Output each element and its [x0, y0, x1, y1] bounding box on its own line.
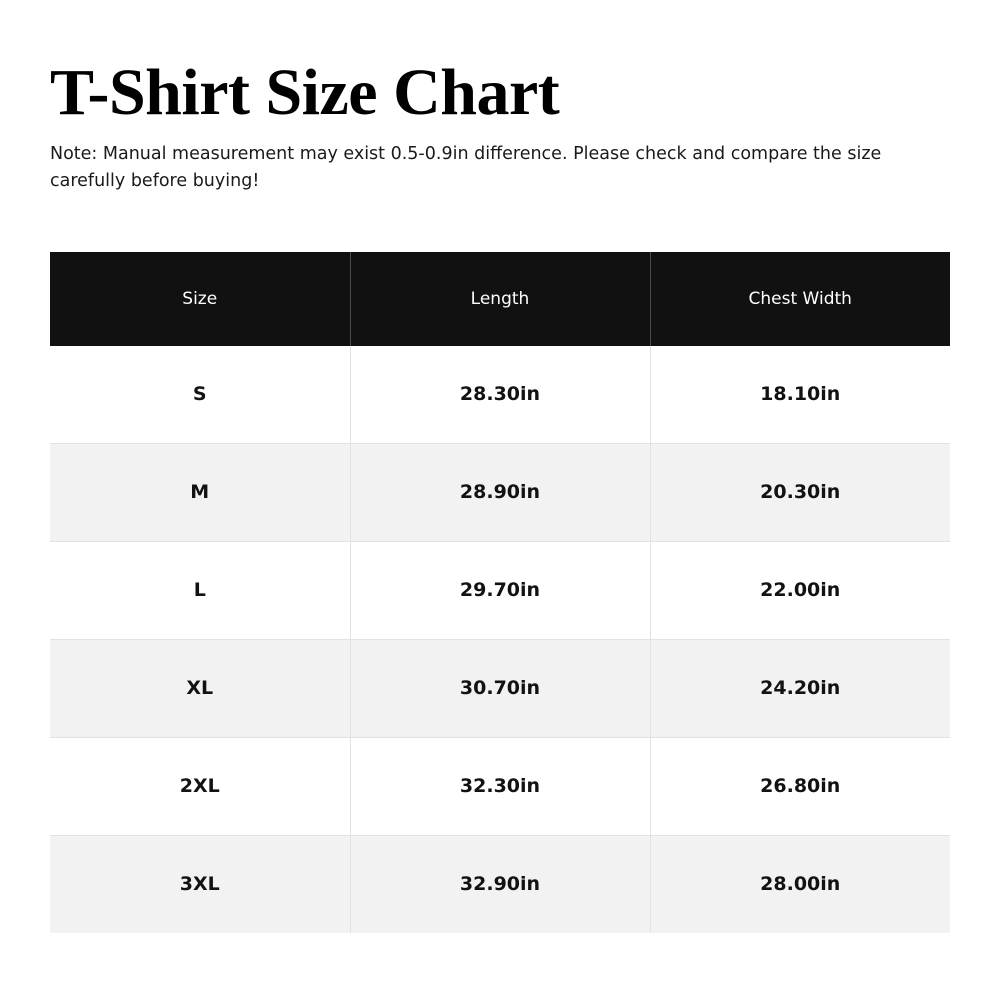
- table-row: [50, 737, 950, 835]
- cell-size: S: [50, 346, 350, 444]
- measurement-note: Note: Manual measurement may exist 0.5-0.9in difference. Please check and compare the size carefully before buying!: [50, 144, 882, 192]
- cell-length: 28.30in: [350, 346, 650, 444]
- page-title: T-Shirt Size Chart: [50, 56, 560, 129]
- cell-chest-width: 28.00in: [650, 835, 950, 933]
- cell-length: 29.70in: [350, 541, 650, 639]
- size-table-container: [50, 252, 950, 933]
- cell-size: 2XL: [50, 737, 350, 835]
- cell-size: 3XL: [50, 835, 350, 933]
- column-header-chest-width: Chest Width: [650, 252, 950, 346]
- table-body: [50, 346, 950, 933]
- cell-size: L: [50, 541, 350, 639]
- column-header-size: Size: [50, 252, 350, 346]
- table-row: [50, 541, 950, 639]
- size-table: [50, 252, 950, 933]
- table-header-row: [50, 252, 950, 346]
- cell-size: M: [50, 443, 350, 541]
- cell-chest-width: 22.00in: [650, 541, 950, 639]
- cell-chest-width: 20.30in: [650, 443, 950, 541]
- table-row: [50, 443, 950, 541]
- cell-length: 32.30in: [350, 737, 650, 835]
- column-header-length: Length: [350, 252, 650, 346]
- cell-length: 32.90in: [350, 835, 650, 933]
- cell-chest-width: 18.10in: [650, 346, 950, 444]
- table-header: [50, 252, 950, 346]
- table-row: [50, 639, 950, 737]
- table-row: [50, 835, 950, 933]
- cell-chest-width: 24.20in: [650, 639, 950, 737]
- cell-length: 28.90in: [350, 443, 650, 541]
- cell-chest-width: 26.80in: [650, 737, 950, 835]
- cell-size: XL: [50, 639, 350, 737]
- cell-length: 30.70in: [350, 639, 650, 737]
- table-row: [50, 346, 950, 444]
